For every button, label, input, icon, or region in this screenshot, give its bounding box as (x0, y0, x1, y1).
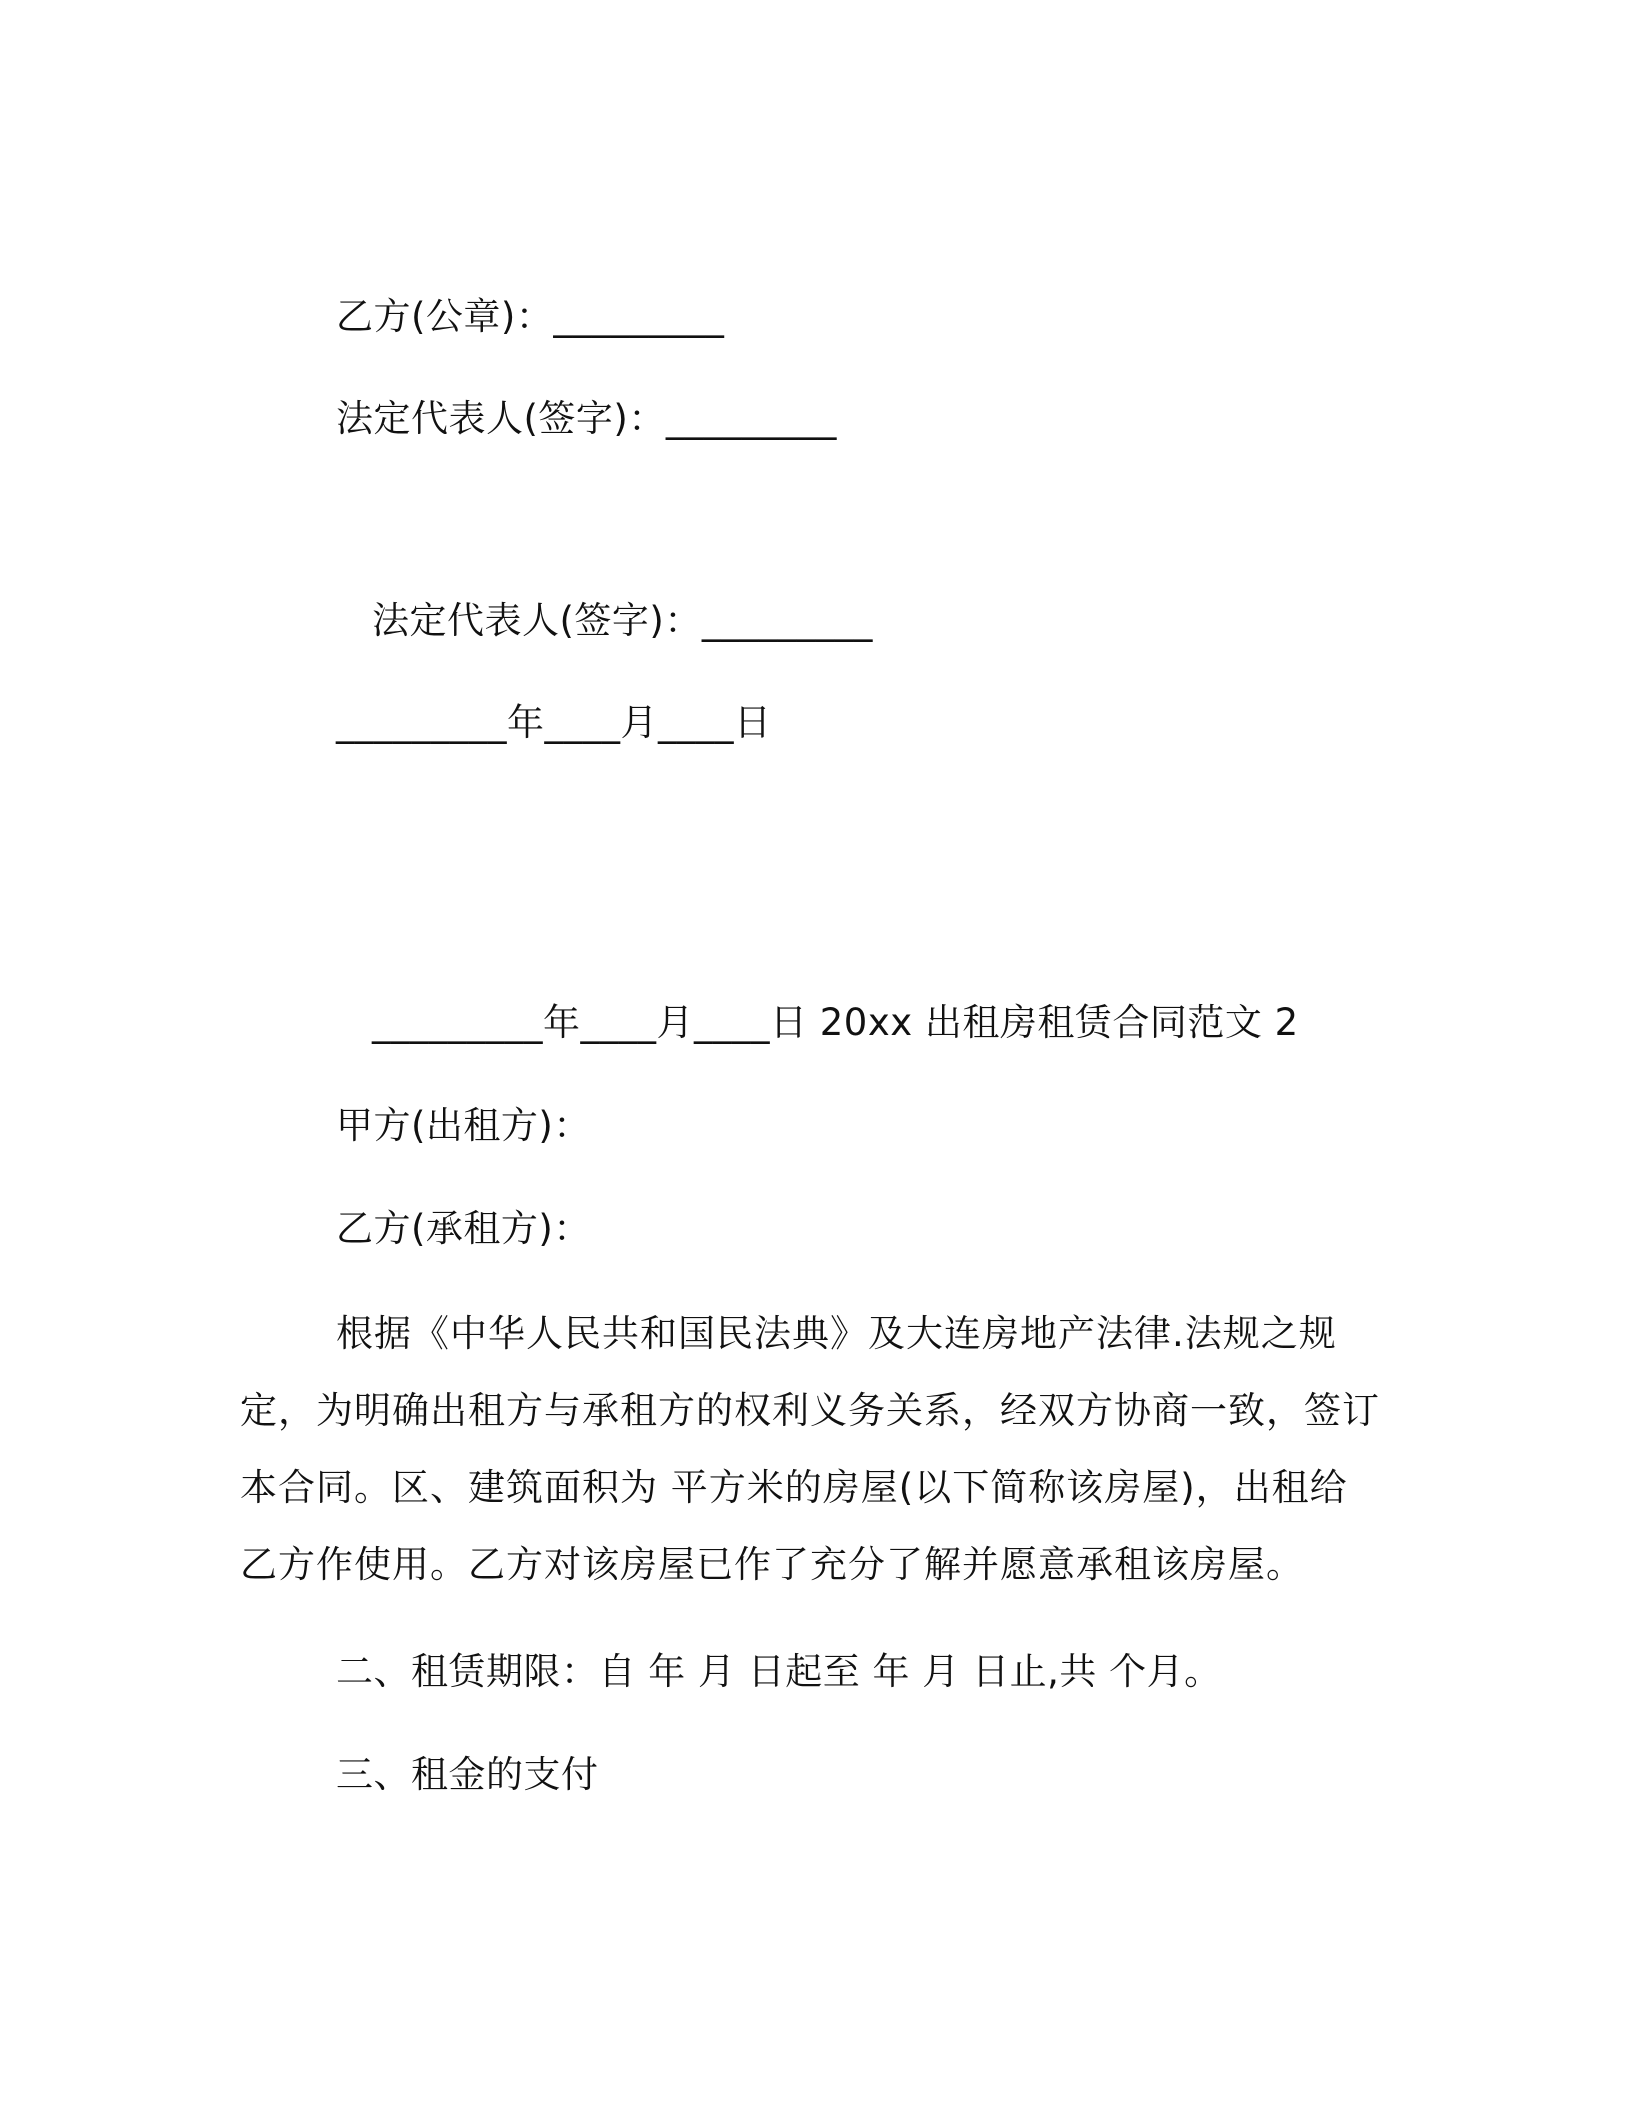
clause-rent-payment: 三、租金的支付 (336, 1753, 599, 1796)
legal-representative-signature-line-2: 法定代表人(签字)：_________ (372, 599, 873, 642)
signature-date-line: _________年____月____日 (336, 701, 772, 744)
party-a-label: 甲方(出租方)： (336, 1104, 591, 1147)
clause-lease-term: 二、租赁期限：自 年 月 日起至 年 月 日止,共 个月。 (336, 1650, 1222, 1693)
party-b-seal-line: 乙方(公章)：_________ (336, 295, 725, 338)
party-b-label: 乙方(承租方)： (336, 1207, 591, 1250)
intro-paragraph: 根据《中华人民共和国民法典》及大连房地产法律.法规之规定，为明确出租方与承租方的权利义务关系，经双方协商一致，签订本合同。区、建筑面积为 平方米的房屋(以下简称该房屋)，出租给乙方作使用。乙方对该房屋已作了充分了解并愿意承租该房屋。 (240, 1312, 1380, 1586)
legal-representative-signature-line: 法定代表人(签字)：_________ (336, 397, 837, 440)
contract-heading: _________年____月____日 20xx 出租房租赁合同范文 2 (372, 1001, 1299, 1044)
